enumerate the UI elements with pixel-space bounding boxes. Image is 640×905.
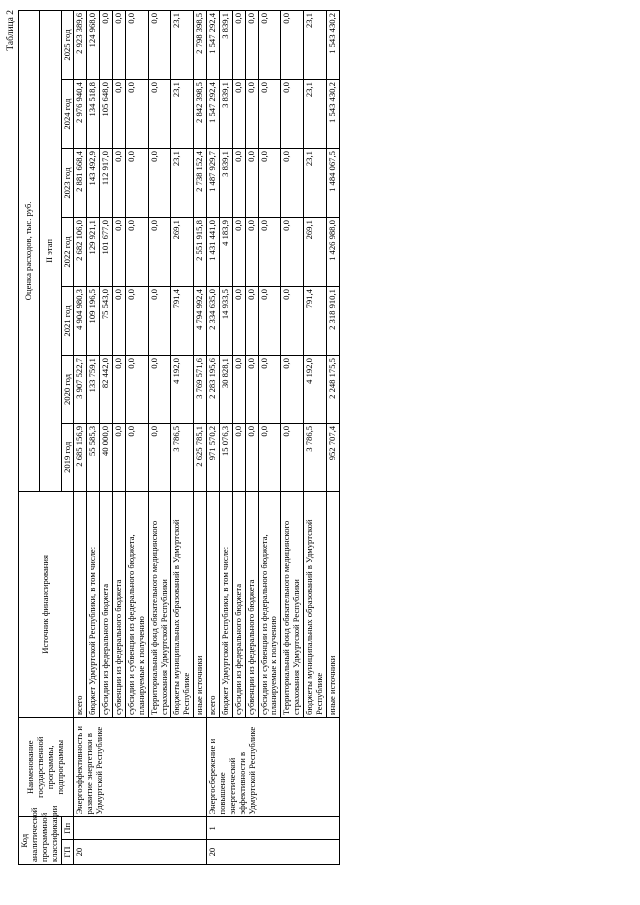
amount-cell: 952 707,4 — [326, 423, 339, 491]
amount-cell: 2 685 156,9 — [74, 423, 87, 491]
funding-source-cell: иные источники — [194, 491, 207, 717]
year-header: 2019 год — [61, 423, 74, 491]
amount-cell: 1 426 988,0 — [326, 218, 339, 287]
amount-cell: 0,0 — [125, 11, 148, 80]
amount-cell: 3 769 571,6 — [194, 356, 207, 424]
amount-cell: 269,1 — [171, 218, 194, 287]
amount-cell: 2 334 635,0 — [207, 287, 220, 356]
funding-source-cell: Территориальный фонд обязательного медицинского страхования Удмуртской Республики — [281, 491, 304, 717]
funding-source-cell: субсидии из федерального бюджета — [232, 491, 245, 717]
pp-header: Пп — [61, 817, 74, 840]
amount-cell: 124 968,0 — [87, 11, 100, 80]
amount-cell: 2 625 785,1 — [194, 423, 207, 491]
amount-cell: 0,0 — [113, 423, 126, 491]
amount-cell: 2 923 389,6 — [74, 11, 87, 80]
amount-cell: 0,0 — [125, 423, 148, 491]
amount-cell: 0,0 — [245, 287, 258, 356]
amount-cell: 2 976 940,4 — [74, 80, 87, 149]
amount-cell: 971 570,2 — [207, 423, 220, 491]
year-header: 2020 год — [61, 356, 74, 424]
budget-table — [18, 10, 340, 865]
amount-cell: 2 283 195,6 — [207, 356, 220, 424]
amount-cell: 3 839,1 — [219, 80, 232, 149]
funding-source-cell: бюджет Удмуртской Республики, в том числе: — [87, 491, 100, 717]
amount-cell: 0,0 — [125, 80, 148, 149]
amount-cell: 0,0 — [258, 11, 281, 80]
amount-cell: 4 904 980,3 — [74, 287, 87, 356]
amount-cell: 2 248 175,5 — [326, 356, 339, 424]
amount-cell: 0,0 — [245, 11, 258, 80]
amount-cell: 0,0 — [281, 423, 304, 491]
amount-cell: 0,0 — [281, 218, 304, 287]
amount-cell: 23,1 — [304, 149, 327, 218]
amount-cell: 15 076,3 — [219, 423, 232, 491]
amount-cell: 0,0 — [232, 11, 245, 80]
amount-cell: 0,0 — [125, 149, 148, 218]
amount-cell: 3 839,1 — [219, 149, 232, 218]
amount-cell: 791,4 — [171, 287, 194, 356]
gp-header: ГП — [61, 840, 74, 865]
amount-cell: 3 839,1 — [219, 11, 232, 80]
funding-source-cell: всего — [74, 491, 87, 717]
amount-cell: 0,0 — [125, 287, 148, 356]
amount-cell: 112 917,0 — [100, 149, 113, 218]
code-group-header: Код аналитической программной классификации — [19, 817, 62, 865]
funding-source-cell: субсидии из федерального бюджета — [100, 491, 113, 717]
amount-cell: 0,0 — [232, 287, 245, 356]
amount-cell: 0,0 — [113, 218, 126, 287]
amount-cell: 0,0 — [232, 423, 245, 491]
amount-cell: 0,0 — [232, 218, 245, 287]
amount-cell: 0,0 — [258, 218, 281, 287]
amount-cell: 4 192,0 — [304, 356, 327, 424]
year-header: 2023 год — [61, 149, 74, 218]
amount-cell: 4 192,0 — [171, 356, 194, 424]
amount-cell: 0,0 — [113, 11, 126, 80]
gp-code-cell: 20 — [207, 840, 340, 865]
amount-cell: 0,0 — [125, 356, 148, 424]
funding-source-cell: субсидии и субвенции из федерального бюджета, планируемые к получению — [125, 491, 148, 717]
amount-cell: 2 881 668,4 — [74, 149, 87, 218]
estimate-header: Оценка расходов, тыс. руб. — [19, 11, 40, 492]
amount-cell: 0,0 — [258, 80, 281, 149]
funding-source-cell: субвенции из федерального бюджета — [113, 491, 126, 717]
amount-cell: 101 677,0 — [100, 218, 113, 287]
amount-cell: 0,0 — [245, 80, 258, 149]
amount-cell: 0,0 — [232, 80, 245, 149]
amount-cell: 75 543,0 — [100, 287, 113, 356]
amount-cell: 0,0 — [148, 218, 171, 287]
amount-cell: 0,0 — [281, 80, 304, 149]
amount-cell: 2 682 106,0 — [74, 218, 87, 287]
year-header: 2024 год — [61, 80, 74, 149]
program-name-cell: Энергосбережение и повышение энергетической эффективности в Удмуртской Республике — [207, 717, 340, 817]
amount-cell: 0,0 — [113, 356, 126, 424]
amount-cell: 791,4 — [304, 287, 327, 356]
funding-source-cell: субвенции из федерального бюджета — [245, 491, 258, 717]
amount-cell: 0,0 — [148, 80, 171, 149]
funding-source-cell: бюджеты муниципальных образований в Удмуртской Республике — [304, 491, 327, 717]
amount-cell: 23,1 — [171, 80, 194, 149]
amount-cell: 2 798 398,5 — [194, 11, 207, 80]
amount-cell: 0,0 — [113, 287, 126, 356]
amount-cell: 0,0 — [258, 149, 281, 218]
funding-source-cell: Территориальный фонд обязательного медицинского страхования Удмуртской Республики — [148, 491, 171, 717]
amount-cell: 0,0 — [232, 356, 245, 424]
header-row-1 — [19, 11, 40, 865]
amount-cell: 3 907 522,7 — [74, 356, 87, 424]
amount-cell: 0,0 — [148, 287, 171, 356]
funding-source-cell: бюджет Удмуртской Республики, в том числе: — [219, 491, 232, 717]
amount-cell: 0,0 — [245, 149, 258, 218]
amount-cell: 0,0 — [281, 356, 304, 424]
amount-cell: 2 318 910,1 — [326, 287, 339, 356]
amount-cell: 55 585,3 — [87, 423, 100, 491]
table-caption: Таблица 2 — [6, 10, 16, 51]
table-row — [207, 11, 220, 865]
amount-cell: 133 759,1 — [87, 356, 100, 424]
amount-cell: 3 786,5 — [304, 423, 327, 491]
year-header: 2025 год — [61, 11, 74, 80]
amount-cell: 0,0 — [245, 423, 258, 491]
year-header: 2022 год — [61, 218, 74, 287]
amount-cell: 0,0 — [245, 356, 258, 424]
program-name-cell: Энергоэффективность и развитие энергетики в Удмуртской Республике — [74, 717, 207, 817]
amount-cell: 0,0 — [100, 11, 113, 80]
pp-code-cell — [74, 817, 207, 840]
amount-cell: 105 648,0 — [100, 80, 113, 149]
amount-cell: 129 921,1 — [87, 218, 100, 287]
amount-cell: 1 487 929,7 — [207, 149, 220, 218]
amount-cell: 0,0 — [148, 149, 171, 218]
amount-cell: 2 842 398,5 — [194, 80, 207, 149]
amount-cell: 0,0 — [281, 149, 304, 218]
amount-cell: 0,0 — [281, 287, 304, 356]
amount-cell: 30 828,1 — [219, 356, 232, 424]
stage-header: II этап — [40, 11, 61, 492]
amount-cell: 1 484 067,5 — [326, 149, 339, 218]
amount-cell: 0,0 — [258, 356, 281, 424]
amount-cell: 4 183,9 — [219, 218, 232, 287]
amount-cell: 1 431 441,0 — [207, 218, 220, 287]
amount-cell: 40 000,0 — [100, 423, 113, 491]
amount-cell: 0,0 — [148, 423, 171, 491]
amount-cell: 1 543 430,2 — [326, 80, 339, 149]
amount-cell: 0,0 — [113, 80, 126, 149]
funding-source-cell: иные источники — [326, 491, 339, 717]
amount-cell: 0,0 — [245, 218, 258, 287]
amount-cell: 0,0 — [258, 423, 281, 491]
amount-cell: 0,0 — [232, 149, 245, 218]
amount-cell: 0,0 — [113, 149, 126, 218]
table-body — [74, 11, 339, 865]
amount-cell: 3 786,5 — [171, 423, 194, 491]
amount-cell: 0,0 — [281, 11, 304, 80]
amount-cell: 82 442,0 — [100, 356, 113, 424]
gp-code-cell: 20 — [74, 840, 207, 865]
amount-cell: 0,0 — [258, 287, 281, 356]
amount-cell: 134 518,8 — [87, 80, 100, 149]
amount-cell: 109 196,5 — [87, 287, 100, 356]
amount-cell: 2 738 152,4 — [194, 149, 207, 218]
pp-code-cell: 1 — [207, 817, 340, 840]
amount-cell: 269,1 — [304, 218, 327, 287]
amount-cell: 4 794 992,4 — [194, 287, 207, 356]
amount-cell: 23,1 — [171, 149, 194, 218]
funding-source-header: Источник финансирования — [19, 491, 74, 717]
amount-cell: 143 492,9 — [87, 149, 100, 218]
amount-cell: 14 933,5 — [219, 287, 232, 356]
amount-cell: 0,0 — [148, 11, 171, 80]
amount-cell: 2 551 915,8 — [194, 218, 207, 287]
year-header: 2021 год — [61, 287, 74, 356]
amount-cell: 1 543 430,2 — [326, 11, 339, 80]
amount-cell: 0,0 — [125, 218, 148, 287]
amount-cell: 23,1 — [304, 80, 327, 149]
amount-cell: 0,0 — [148, 356, 171, 424]
funding-source-cell: субсидии и субвенции из федерального бюджета, планируемые к получению — [258, 491, 281, 717]
funding-source-cell: всего — [207, 491, 220, 717]
program-name-header: Наименование государственной программы, подпрограммы — [19, 717, 74, 817]
amount-cell: 1 547 292,4 — [207, 80, 220, 149]
amount-cell: 23,1 — [171, 11, 194, 80]
amount-cell: 1 547 292,4 — [207, 11, 220, 80]
table-row — [74, 11, 87, 865]
amount-cell: 23,1 — [304, 11, 327, 80]
funding-source-cell: бюджеты муниципальных образований в Удмуртской Республике — [171, 491, 194, 717]
